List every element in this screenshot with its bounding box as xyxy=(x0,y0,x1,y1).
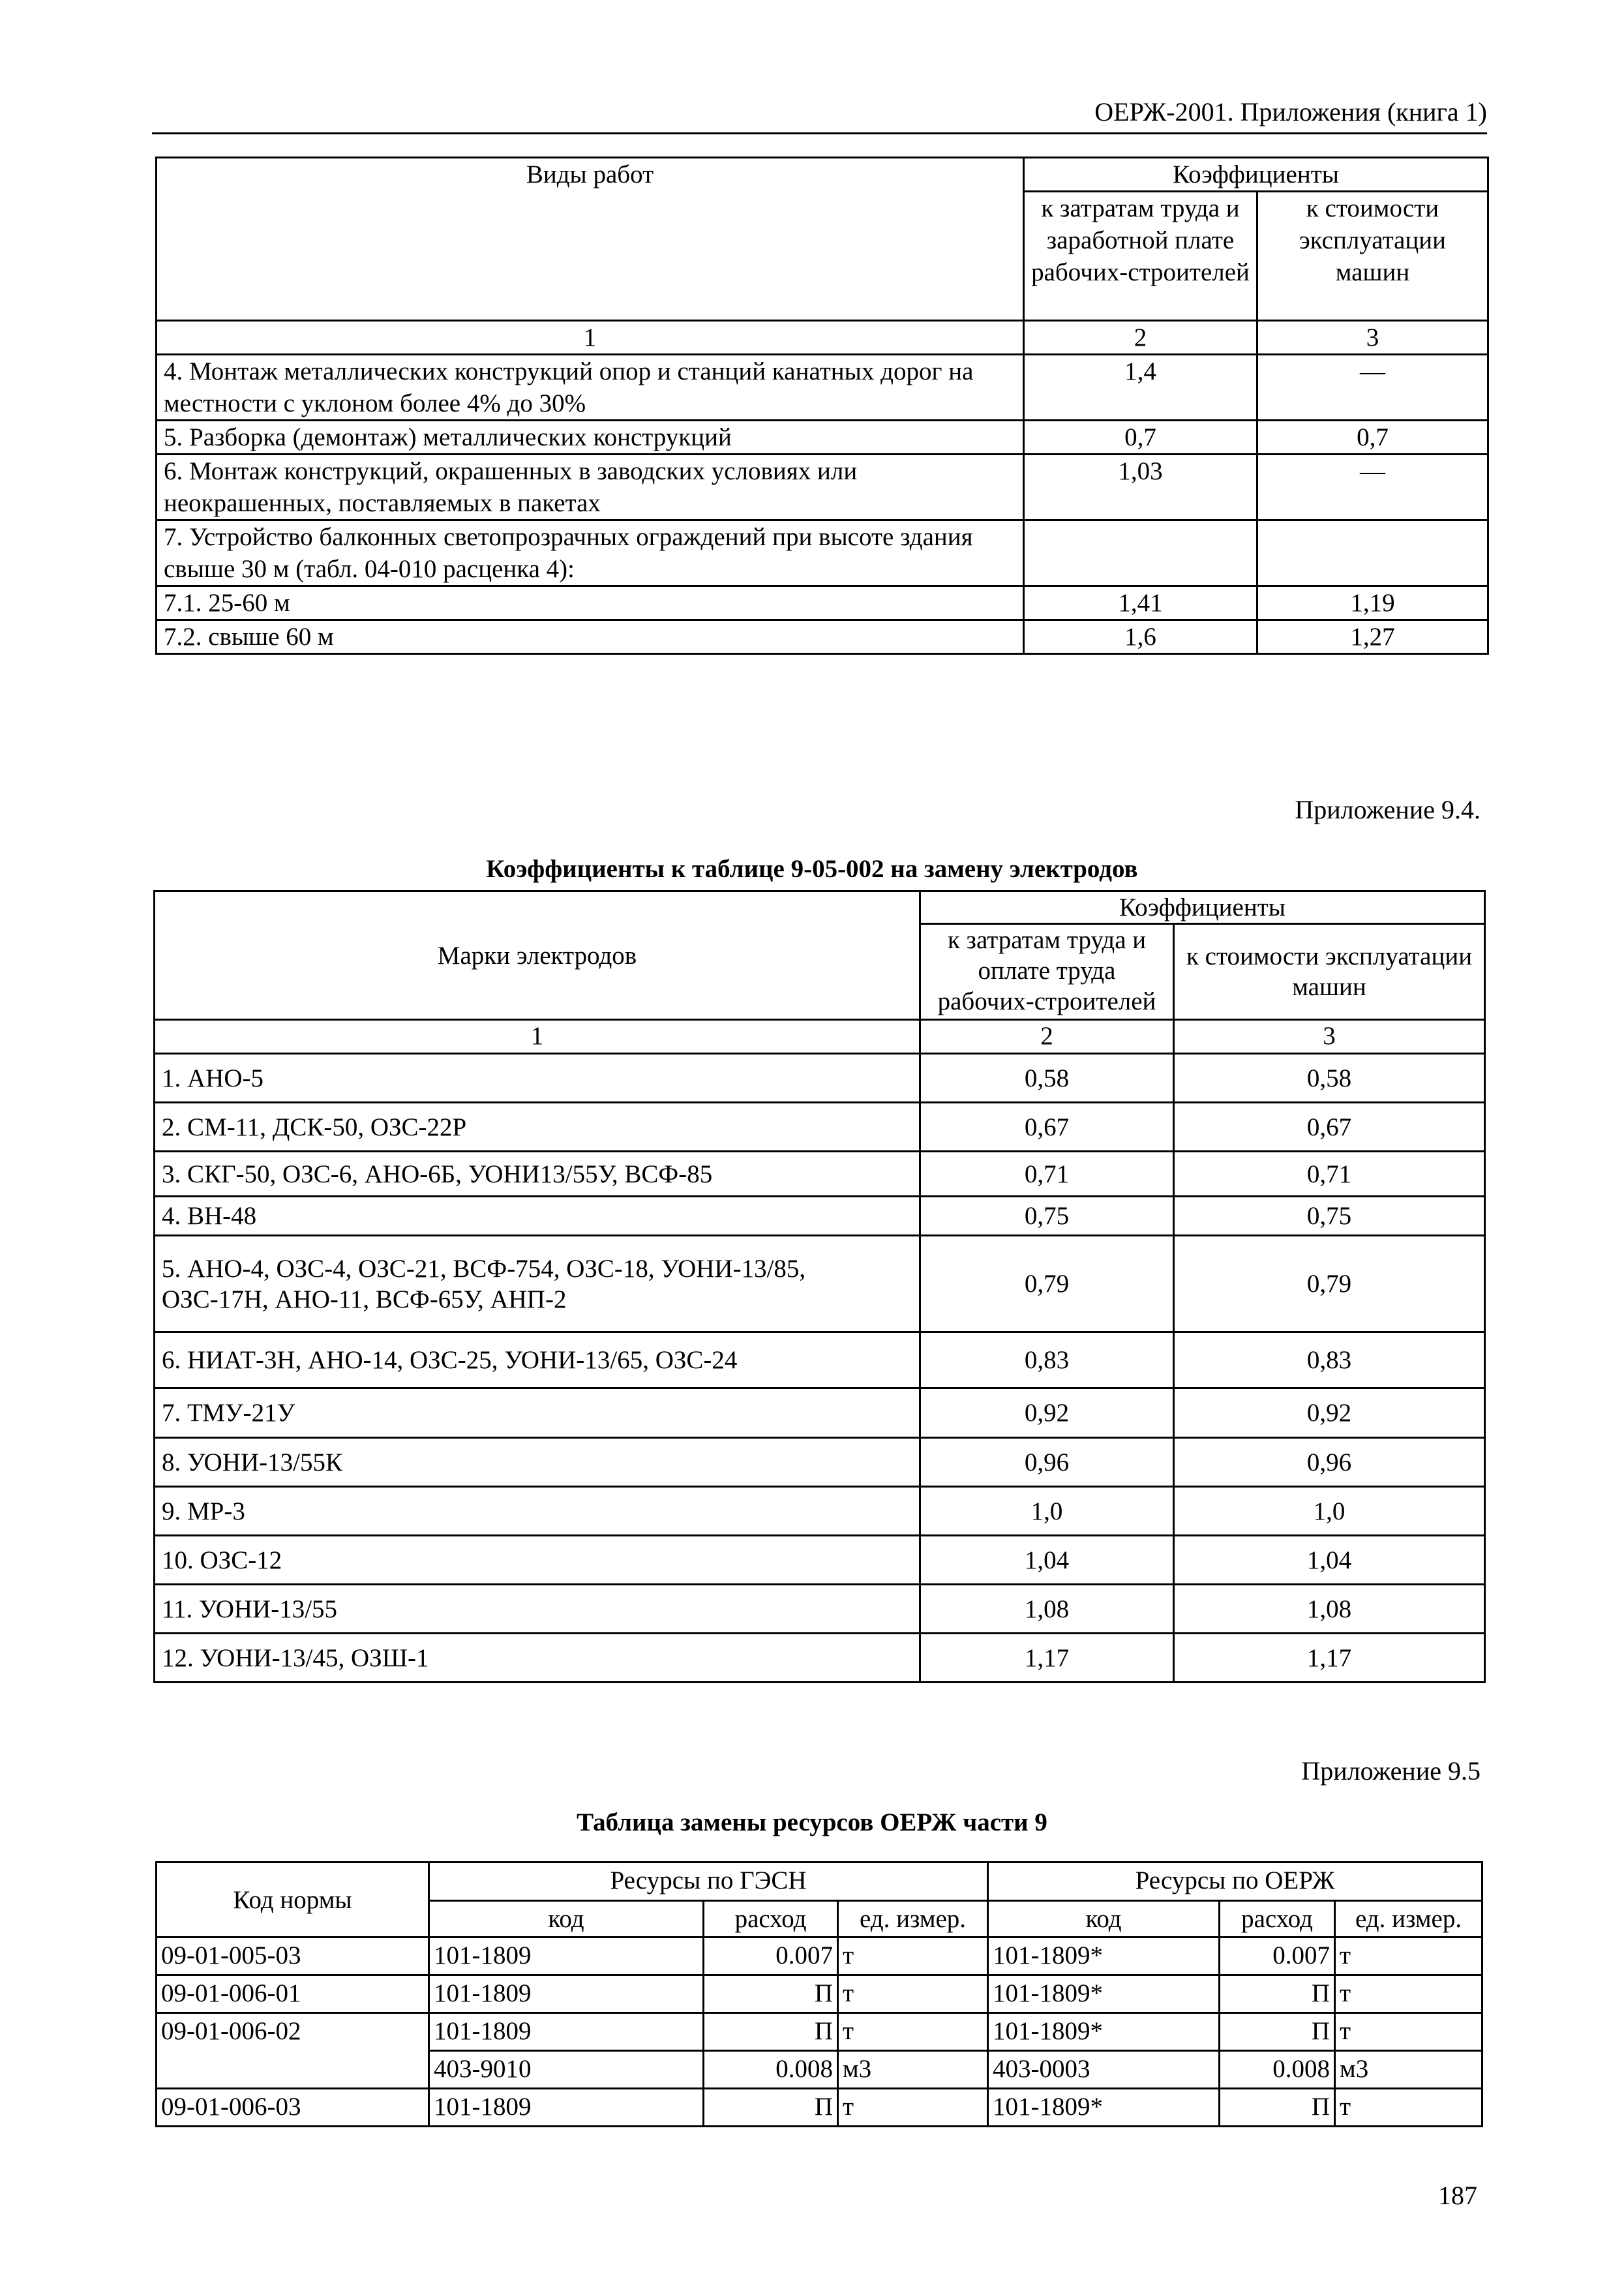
labor-value: 1,17 xyxy=(920,1634,1174,1683)
gesn-rate: 0.008 xyxy=(704,2051,838,2089)
subheader-code: код xyxy=(988,1901,1220,1937)
header-machine-coefficient: к стоимости эксплуатации машин xyxy=(1257,192,1488,321)
table-row xyxy=(155,1634,1485,1683)
table-row xyxy=(155,1487,1485,1536)
table-row xyxy=(157,1975,1482,2013)
labor-value: 1,0 xyxy=(920,1487,1174,1536)
appendix-9-5-title: Таблица замены ресурсов ОЕРЖ части 9 xyxy=(577,1808,1047,1836)
work-name: 4. Монтаж металлических конструкций опор и станций канатных дорог на местности с уклоном более 4% до 30% xyxy=(157,355,1024,421)
column-number: 1 xyxy=(157,321,1024,355)
table-row xyxy=(155,1536,1485,1585)
gesn-unit: м3 xyxy=(838,2051,988,2089)
table-row xyxy=(157,586,1488,620)
gesn-code: 101-1809 xyxy=(429,2089,704,2127)
work-name: 6. Монтаж конструкций, окрашенных в заводских условиях или неокрашенных, поставляемых в пакетах xyxy=(157,455,1024,520)
column-number: 2 xyxy=(1024,321,1257,355)
electrode-grade: 1. АНО-5 xyxy=(155,1054,920,1103)
labor-value: 0,75 xyxy=(920,1197,1174,1236)
labor-value: 0,79 xyxy=(920,1236,1174,1332)
header-labor-coefficient: к затратам труда и заработной плате рабочих-строителей xyxy=(1024,192,1257,321)
machine-value: 0,96 xyxy=(1174,1438,1485,1487)
machine-value: 0,67 xyxy=(1174,1103,1485,1152)
table-row xyxy=(155,1388,1485,1438)
electrode-grade: 6. НИАТ-3Н, АНО-14, ОЗС-25, УОНИ-13/65, ОЗС-24 xyxy=(155,1332,920,1388)
table-row xyxy=(157,455,1488,520)
electrode-grade: 8. УОНИ-13/55К xyxy=(155,1438,920,1487)
table-row xyxy=(155,1103,1485,1152)
column-number: 1 xyxy=(155,1020,920,1054)
appendix-9-4-title: Коэффициенты к таблице 9-05-002 на замену электродов xyxy=(486,855,1138,883)
header-labor-coefficient: к затратам труда и оплате труда рабочих-строителей xyxy=(920,924,1174,1020)
gesn-code: 101-1809 xyxy=(429,1937,704,1975)
header-gesn-resources: Ресурсы по ГЭСН xyxy=(429,1863,988,1901)
column-number: 2 xyxy=(920,1020,1174,1054)
header-machine-coefficient: к стоимости эксплуатации машин xyxy=(1174,924,1485,1020)
gesn-code: 403-9010 xyxy=(429,2051,704,2089)
gesn-code: 101-1809 xyxy=(429,2013,704,2051)
gesn-unit: т xyxy=(838,1937,988,1975)
electrode-grade: 4. ВН-48 xyxy=(155,1197,920,1236)
labor-value: 1,08 xyxy=(920,1585,1174,1634)
header-coefficients: Коэффициенты xyxy=(1024,158,1488,192)
electrode-grade: 12. УОНИ-13/45, ОЗШ-1 xyxy=(155,1634,920,1683)
subheader-unit: ед. измер. xyxy=(1335,1901,1482,1937)
table-row xyxy=(157,2089,1482,2127)
table-row xyxy=(157,520,1488,586)
electrode-grade: 11. УОНИ-13/55 xyxy=(155,1585,920,1634)
subheader-unit: ед. измер. xyxy=(838,1901,988,1937)
oerzh-rate: 0.007 xyxy=(1220,1937,1335,1975)
labor-value: 1,03 xyxy=(1024,455,1257,520)
work-coefficients-table xyxy=(155,157,1489,655)
table-row xyxy=(155,1585,1485,1634)
machine-value: 0,58 xyxy=(1174,1054,1485,1103)
header-coefficients: Коэффициенты xyxy=(920,891,1485,924)
oerzh-rate: 0.008 xyxy=(1220,2051,1335,2089)
table-row xyxy=(157,355,1488,421)
electrode-coefficients-table xyxy=(153,890,1486,1683)
norm-code: 09-01-006-01 xyxy=(157,1975,429,2013)
oerzh-code: 101-1809* xyxy=(988,2013,1220,2051)
machine-value: 1,04 xyxy=(1174,1536,1485,1585)
machine-value: 0,7 xyxy=(1257,421,1488,455)
oerzh-code: 101-1809* xyxy=(988,2089,1220,2127)
work-name: 7.2. свыше 60 м xyxy=(157,620,1024,654)
oerzh-rate: П xyxy=(1220,1975,1335,2013)
machine-value: 1,0 xyxy=(1174,1487,1485,1536)
appendix-9-4-label: Приложение 9.4. xyxy=(1295,795,1481,824)
norm-code: 09-01-006-03 xyxy=(157,2089,429,2127)
gesn-rate: П xyxy=(704,2089,838,2127)
labor-value: 0,7 xyxy=(1024,421,1257,455)
work-name: 7.1. 25-60 м xyxy=(157,586,1024,620)
labor-value: 0,92 xyxy=(920,1388,1174,1438)
oerzh-rate: П xyxy=(1220,2089,1335,2127)
gesn-unit: т xyxy=(838,2013,988,2051)
machine-value: 0,75 xyxy=(1174,1197,1485,1236)
norm-code: 09-01-005-03 xyxy=(157,1937,429,1975)
oerzh-unit: т xyxy=(1335,2089,1482,2127)
machine-value: 1,19 xyxy=(1257,586,1488,620)
header-oerzh-resources: Ресурсы по ОЕРЖ xyxy=(988,1863,1482,1901)
running-header: ОЕРЖ-2001. Приложения (книга 1) xyxy=(1094,97,1487,127)
table-row xyxy=(155,1236,1485,1332)
labor-value: 1,41 xyxy=(1024,586,1257,620)
machine-value: — xyxy=(1257,455,1488,520)
machine-value: 0,71 xyxy=(1174,1152,1485,1197)
table-row xyxy=(155,1054,1485,1103)
oerzh-unit: т xyxy=(1335,1937,1482,1975)
subheader-rate: расход xyxy=(1220,1901,1335,1937)
table-row xyxy=(155,1332,1485,1388)
header-norm-code: Код нормы xyxy=(157,1863,429,1937)
electrode-grade: 3. СКГ-50, ОЗС-6, АНО-6Б, УОНИ13/55У, ВСФ-85 xyxy=(155,1152,920,1197)
header-electrode-grades: Марки электродов xyxy=(155,891,920,1020)
labor-value: 1,04 xyxy=(920,1536,1174,1585)
machine-value xyxy=(1257,520,1488,586)
machine-value: 1,08 xyxy=(1174,1585,1485,1634)
header-work-types: Виды работ xyxy=(157,158,1024,321)
labor-value: 0,71 xyxy=(920,1152,1174,1197)
table-row xyxy=(155,1197,1485,1236)
page-number: 187 xyxy=(1438,2181,1477,2210)
electrode-grade: 9. МР-3 xyxy=(155,1487,920,1536)
labor-value: 1,6 xyxy=(1024,620,1257,654)
electrode-grade: 7. ТМУ-21У xyxy=(155,1388,920,1438)
electrode-grade: 5. АНО-4, ОЗС-4, ОЗС-21, ВСФ-754, ОЗС-18, УОНИ-13/85, ОЗС-17Н, АНО-11, ВСФ-65У, АНП-2 xyxy=(155,1236,920,1332)
machine-value: 1,27 xyxy=(1257,620,1488,654)
machine-value: 0,83 xyxy=(1174,1332,1485,1388)
electrode-grade: 10. ОЗС-12 xyxy=(155,1536,920,1585)
gesn-unit: т xyxy=(838,2089,988,2127)
table-row xyxy=(157,2013,1482,2051)
machine-value: 0,92 xyxy=(1174,1388,1485,1438)
oerzh-unit: т xyxy=(1335,1975,1482,2013)
subheader-code: код xyxy=(429,1901,704,1937)
table-row xyxy=(157,1937,1482,1975)
table-row xyxy=(155,1152,1485,1197)
gesn-unit: т xyxy=(838,1975,988,2013)
header-rule xyxy=(152,132,1487,134)
oerzh-rate: П xyxy=(1220,2013,1335,2051)
column-number: 3 xyxy=(1257,321,1488,355)
column-number: 3 xyxy=(1174,1020,1485,1054)
table-row xyxy=(157,620,1488,654)
labor-value: 0,67 xyxy=(920,1103,1174,1152)
oerzh-unit: м3 xyxy=(1335,2051,1482,2089)
work-name: 7. Устройство балконных светопрозрачных ограждений при высоте здания свыше 30 м (табл. 04-010 расценка 4): xyxy=(157,520,1024,586)
appendix-9-5-label: Приложение 9.5 xyxy=(1301,1756,1481,1786)
gesn-rate: П xyxy=(704,1975,838,2013)
table-row xyxy=(155,1438,1485,1487)
table-row xyxy=(157,421,1488,455)
electrode-grade: 2. СМ-11, ДСК-50, ОЗС-22Р xyxy=(155,1103,920,1152)
labor-value: 1,4 xyxy=(1024,355,1257,421)
machine-value: 0,79 xyxy=(1174,1236,1485,1332)
subheader-rate: расход xyxy=(704,1901,838,1937)
gesn-code: 101-1809 xyxy=(429,1975,704,2013)
labor-value: 0,83 xyxy=(920,1332,1174,1388)
oerzh-code: 101-1809* xyxy=(988,1937,1220,1975)
work-name: 5. Разборка (демонтаж) металлических конструкций xyxy=(157,421,1024,455)
gesn-rate: П xyxy=(704,2013,838,2051)
norm-code: 09-01-006-02 xyxy=(157,2013,429,2089)
gesn-rate: 0.007 xyxy=(704,1937,838,1975)
oerzh-code: 101-1809* xyxy=(988,1975,1220,2013)
labor-value: 0,58 xyxy=(920,1054,1174,1103)
oerzh-code: 403-0003 xyxy=(988,2051,1220,2089)
machine-value: 1,17 xyxy=(1174,1634,1485,1683)
labor-value: 0,96 xyxy=(920,1438,1174,1487)
resource-replacement-table xyxy=(155,1861,1483,2127)
oerzh-unit: т xyxy=(1335,2013,1482,2051)
labor-value xyxy=(1024,520,1257,586)
machine-value: — xyxy=(1257,355,1488,421)
